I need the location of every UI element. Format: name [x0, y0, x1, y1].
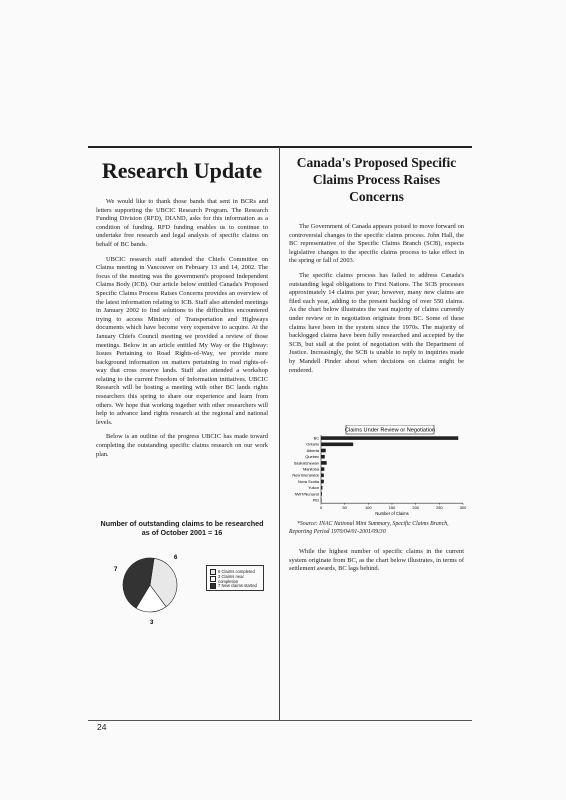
specific-claims-title — [289, 154, 464, 205]
x-tick-label: 250 — [436, 505, 443, 511]
x-tick-label: 100 — [365, 505, 372, 511]
legend-item — [210, 582, 260, 589]
legend-label: 7 New claims started — [218, 583, 257, 588]
category-label: Manitoba — [302, 466, 319, 472]
category-label: Saskatchewan — [293, 460, 319, 466]
after-chart-text — [289, 548, 464, 580]
bottom-rule — [88, 720, 472, 721]
legend-swatch — [210, 569, 216, 575]
pie-chart-title — [96, 519, 268, 537]
x-tick-label: 0 — [319, 505, 323, 511]
legend-swatch — [210, 576, 216, 582]
paragraph: The Government of Canada appears poised to move forward on controversial changes to the specific claims process. John Hall, the BC representative of the Specific Claims Branch (SCB), expects legislative changes to the specific claims process to take effect in the spring or fall of 2003. — [289, 223, 464, 265]
pie-chart — [110, 545, 190, 625]
chart-source: *Source: INAC National Mini Summary, Specific Claims Branch, Reporting Period 1970/04/01-2001/09/30 — [289, 521, 449, 535]
legend-swatch — [210, 583, 216, 589]
pie-label-completed: 6 — [174, 555, 178, 561]
column-divider — [279, 147, 280, 720]
chart-title: Claims Under Review or Negotiation — [344, 427, 436, 434]
paragraph: The specific claims process has failed to address Canada's outstanding legal obligations to First Nations. The SCB processes approximately 14 claims per year; however, many new claims are filed each year, adding to the present backlog of over 550 claims. As the chart below illustrates the vast majority of claims currently under review or in negotiation originate from BC. Some of these claims have been in the system since the 1970s. The majority of backlogged claims have been fully researched and accepted by the SCB, but stall at the point of negotiation with the Department of Justice. Increasingly, the SCB is unable to reply to inquiries made by Mandell Pinder about when decisions on claims might be rendered. — [289, 271, 464, 374]
x-tick-label: 200 — [412, 505, 419, 511]
research-update-column — [96, 150, 268, 465]
paragraph: Below is an outline of the progress UBCIC has made toward completing the outstanding specific claims research on our work plan. — [96, 433, 268, 458]
pie-label-new: 7 — [114, 567, 118, 573]
title-line2: Claims Process Raises Concerns — [312, 172, 441, 204]
legend-label: 6 Claims completed — [218, 569, 255, 574]
bar — [321, 498, 322, 502]
title-line1: Canada's Proposed Specific — [296, 155, 457, 170]
category-label: Yukon — [308, 485, 319, 491]
legend-item — [210, 575, 260, 582]
category-label: Ontario — [306, 441, 319, 447]
top-rule — [88, 146, 472, 148]
pie-title-line1: Number of outstanding claims to be researched — [100, 519, 264, 528]
x-axis-label: Number of Claims — [375, 511, 409, 517]
page-number: 24 — [97, 722, 107, 732]
claims-bar-chart — [289, 425, 467, 517]
category-label: Quebec — [305, 454, 319, 460]
category-label: Nova Scotia — [298, 478, 319, 484]
pie-legend — [206, 565, 264, 591]
bar — [321, 443, 353, 447]
bar — [321, 467, 324, 471]
bar — [321, 492, 322, 496]
paragraph: We would like to thank those bands that sent in BCRs and letters supporting the UBCIC Research Program. The Research Funding Division (RFD), DIAND, asks for this information as a condition of funding. RFD funding enables us to continue to undertake free research and legal analysis of specific claims on behalf of BC bands. — [96, 198, 268, 248]
legend-label: 3 Claims near completion — [218, 573, 244, 584]
category-label: PEI — [312, 497, 319, 503]
paragraph: UBCIC research staff attended the Chiefs Committee on Claims meeting in Vancouver on February 13 and 14, 2002. The focus of the meeting was the government's proposed Independent Claims Body (ICB). Our article below entitled Canada's Proposed Specific Claims Process Raises Concerns provides an overview of the latest information relating to ICB. Staff also attended meetings in January 2002 to find solutions to the difficulties encountered trying to access Ministry of Transportation and Highways documents which have become very expensive to acquire. At the January Chiefs Council meeting we provided a review of those meetings. Below in an article entitled My Way or the Highway: Issues Pertaining to Road Rights-of-Way, we provide more background information on matters pertaining to road rights-of-way that cross reserve lands. Staff also attended a workshop relating to the current Freedom of Information initiatives. UBCIC Research will be hosting a meeting with other BC lands rights researchers this spring to share our experience and learn from others. We hope that working together with other researchers will help to advance land rights research at the regional and national levels. — [96, 255, 268, 426]
pie-title-line2: as of October 2001 = 16 — [141, 528, 223, 537]
category-label: New Brunswick — [292, 472, 319, 478]
x-tick-label: 300 — [459, 505, 467, 511]
bar — [321, 461, 327, 465]
pie-label-near: 3 — [150, 620, 154, 625]
bar — [321, 480, 324, 484]
bar — [321, 455, 325, 459]
bar — [321, 436, 458, 440]
bar — [321, 474, 324, 478]
bar — [321, 486, 322, 490]
specific-claims-column — [289, 150, 464, 381]
category-label: NWT/Nunavut — [294, 491, 319, 497]
paragraph: While the highest number of specific claims in the current system originate from BC, as the chart below illustrates, in terms of settlement awards, BC lags behind. — [289, 548, 464, 573]
x-tick-label: 150 — [388, 505, 396, 511]
bar — [321, 449, 326, 453]
x-tick-label: 50 — [342, 505, 347, 511]
research-update-title: Research Update — [101, 158, 263, 183]
category-label: Alberta — [306, 447, 319, 453]
category-label: BC — [313, 435, 319, 441]
